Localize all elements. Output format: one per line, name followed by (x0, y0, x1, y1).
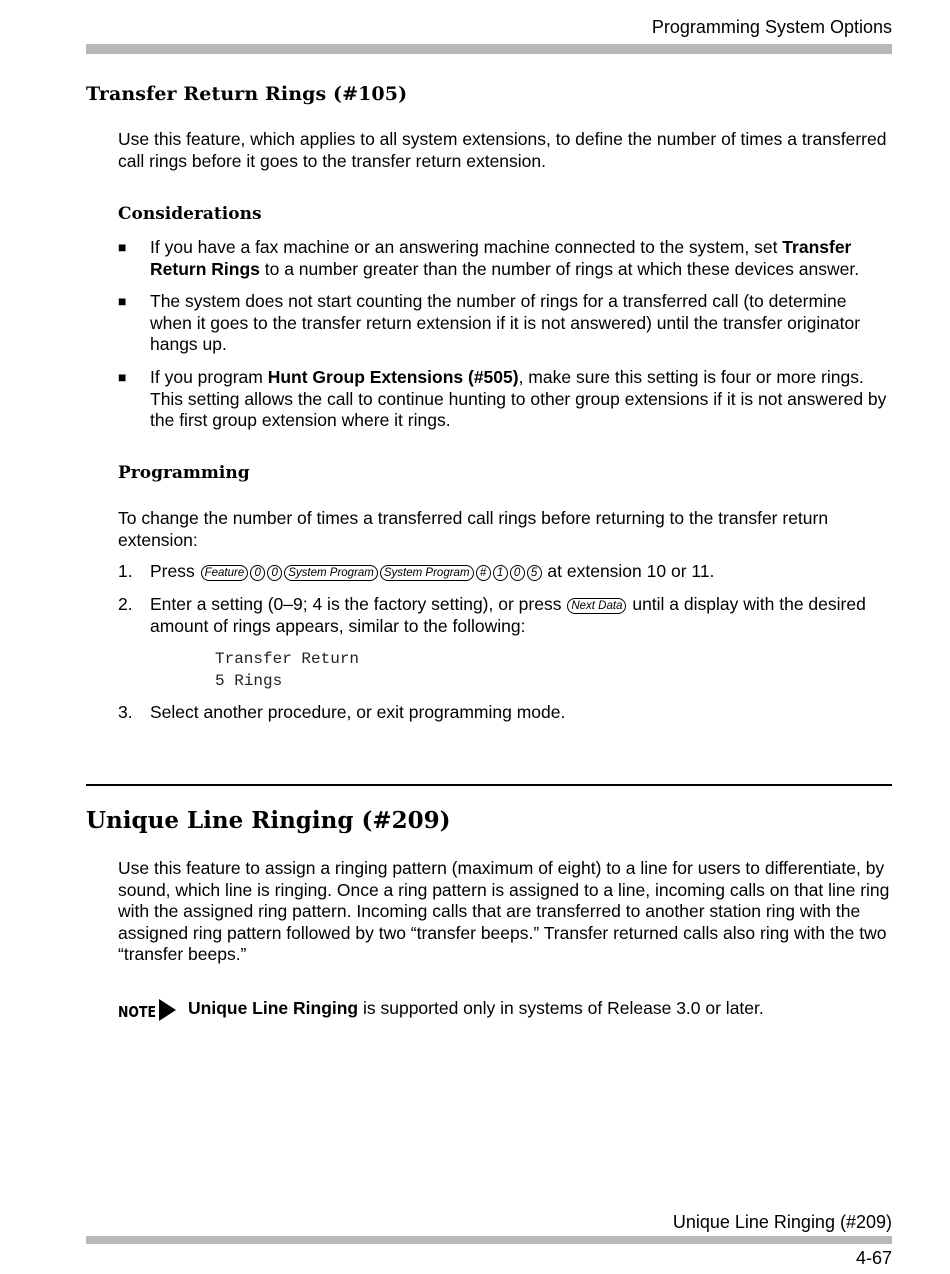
section-heading-unique-line-ringing: Unique Line Ringing (#209) (86, 807, 451, 834)
section-divider (86, 784, 892, 786)
section-heading-transfer-return-rings: Transfer Return Rings (#105) (86, 83, 408, 105)
digit-key: 0 (250, 565, 265, 581)
svg-text:NOTE: NOTE (118, 1003, 156, 1021)
pound-key: # (476, 565, 491, 581)
consideration-item: ■ If you have a fax machine or an answering machine connected to the system, set Transfer Return Rings to a number greater than the number of rings at which these devices answer. (118, 237, 860, 279)
considerations-heading: Considerations (118, 204, 262, 224)
system-program-key: System Program (284, 565, 378, 581)
step-3: 3. Select another procedure, or exit programming mode. (118, 702, 566, 722)
digit-key: 0 (510, 565, 525, 581)
header-rule (86, 44, 892, 54)
digit-key: 5 (527, 565, 542, 581)
section2-intro: Use this feature to assign a ringing pattern (maximum of eight) to a line for users to differentiate, by sound, which line is ringing. Once a ring pattern is assigned to a line, incoming calls on that line ring with the assigned ring pattern. Incoming calls that are transferred to another station ring with the assigned ring pattern followed by two “transfer beeps.” Transfer returned calls also ring with the two “transfer beeps.” (118, 858, 890, 964)
step-1: 1. Press Feature 0 0 System Program System Program # 1 0 5 at extension 10 or 11. (118, 561, 715, 581)
page-number: 4-67 (855, 1248, 892, 1268)
running-header: Programming System Options (651, 17, 892, 37)
consideration-item: ■ If you program Hunt Group Extensions (#505), make sure this setting is four or more rings. This setting allows the call to continue hunting to other group extensions if it is not answered by the first group extension where it rings. (118, 367, 887, 430)
note-icon (118, 998, 178, 1022)
lcd-display-sample: Transfer Return 5 Rings (215, 650, 360, 690)
footer-rule (86, 1236, 892, 1244)
section1-intro: Use this feature, which applies to all system extensions, to define the number of times a transferred call rings before it goes to the transfer return extension. (118, 129, 887, 171)
bullet-square-icon: ■ (118, 293, 127, 309)
system-program-key: System Program (380, 565, 474, 581)
programming-intro: To change the number of times a transferred call rings before returning to the transfer return extension: (118, 508, 829, 550)
digit-key: 0 (267, 565, 282, 581)
digit-key: 1 (493, 565, 508, 581)
note: NOTE Unique Line Ringing is supported only in systems of Release 3.0 or later. (118, 998, 764, 1021)
bullet-square-icon: ■ (118, 239, 127, 255)
feature-key: Feature (201, 565, 249, 581)
consideration-item: ■ The system does not start counting the number of rings for a transferred call (to determine when it goes to the transfer return extension if it is not answered) until the transfer originator hangs up. (118, 291, 861, 354)
next-data-key: Next Data (567, 598, 626, 614)
bullet-square-icon: ■ (118, 369, 127, 385)
running-footer: Unique Line Ringing (#209) (672, 1212, 892, 1232)
programming-heading: Programming (118, 463, 250, 483)
step-2: 2. Enter a setting (0–9; 4 is the factory setting), or press Next Data until a display with the desired amount of rings appears, similar to the following: (118, 594, 866, 636)
